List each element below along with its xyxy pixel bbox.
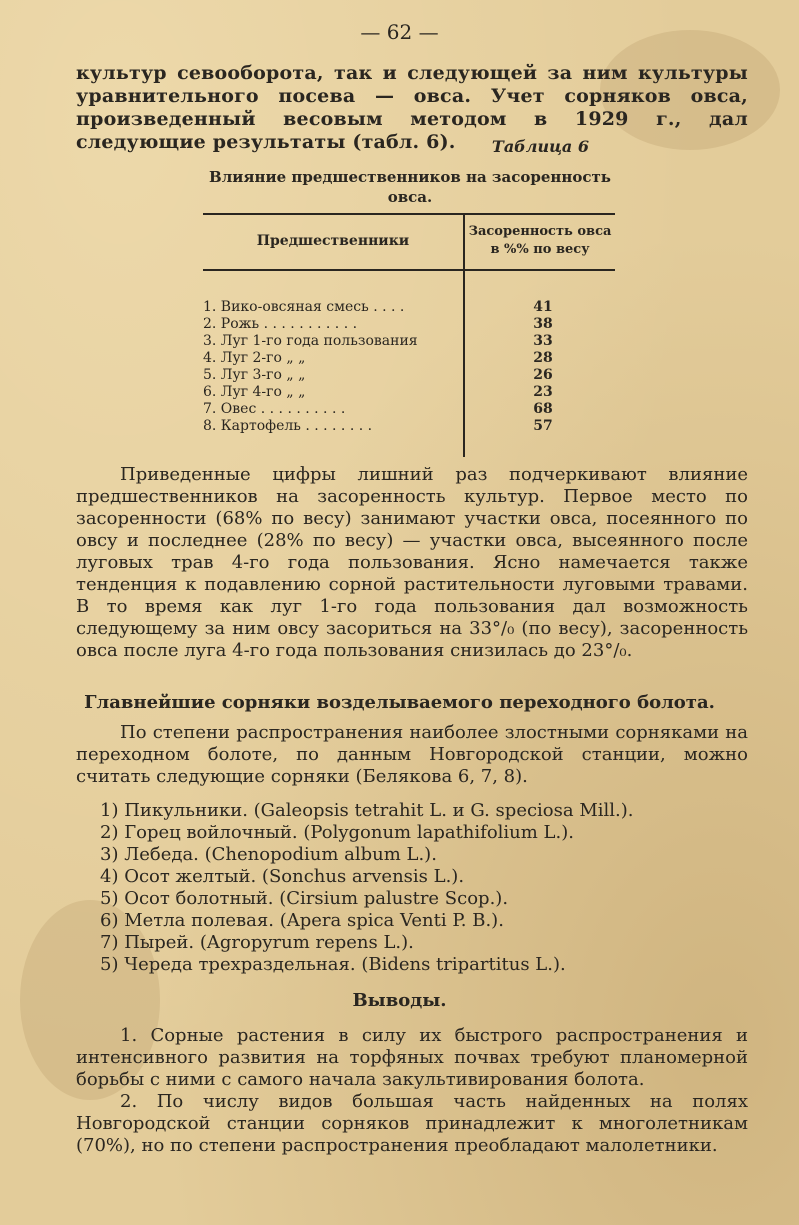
table-title: Влияние предшественников на засоренность овса. [209,168,611,206]
row-value: 28 [533,350,553,366]
table-header-rule [203,269,615,271]
row-value: 41 [533,299,553,315]
list-item: 1) Пикульники. (Galeopsis tetrahit L. и G. speciosa Mill.). [100,800,634,821]
row-value: 68 [533,401,553,417]
row-name: 2. Рожь . . . . . . . . . . . [203,316,358,332]
row-name: 7. Овес . . . . . . . . . . [203,401,346,417]
col-header-weediness: Засоренность овса в %% по весу [468,224,612,257]
list-item: 6) Метла полевая. (Apera spica Venti P. B.). [100,910,504,931]
table-row [203,384,615,401]
table-row [203,333,615,350]
table-row [203,299,615,316]
row-name: 8. Картофель . . . . . . . . [203,418,373,434]
table-body [203,299,615,435]
table-row [203,418,615,435]
conclusion-2: 2. По числу видов большая часть найденных на полях Новгородской станции сорняков принадлежит к многолетникам (70%), но по степени распространения преобладают малолетники. [76,1091,748,1156]
section-paragraph: По степени распространения наиболее злостными сорняками на переходном болоте, по данным Новгородской станции, можно считать следующие сорняки (Белякова 6, 7, 8). [76,722,748,787]
row-value: 26 [533,367,553,383]
row-name: 4. Луг 2-го „ „ [203,350,306,366]
list-item: 5) Череда трехраздельная. (Bidens tripartitus L.). [100,954,566,975]
list-item: 4) Осот желтый. (Sonchus arvensis L.). [100,866,465,887]
row-name: 6. Луг 4-го „ „ [203,384,306,400]
table-row [203,350,615,367]
data-table [203,213,615,458]
table-row [203,367,615,384]
intro-paragraph: культур севооборота, так и следующей за ним культуры уравнительного посева — овса. Учет сорняков овса, произведенный весовым методом в 1929 г., дал следующие результаты (табл. 6). [76,62,748,153]
list-item: 2) Горец войлочный. (Polygonum lapathifolium L.). [100,822,574,843]
table-top-rule [203,213,615,215]
row-value: 33 [533,333,553,349]
row-name: 1. Вико-овсяная смесь . . . . [203,299,405,315]
table-row [203,316,615,333]
col-header-predecessors: Предшественники [256,233,410,249]
list-item: 5) Осот болотный. (Cirsium palustre Scop.). [100,888,509,909]
row-name: 5. Луг 3-го „ „ [203,367,306,383]
conclusions-heading: Выводы. [352,990,447,1011]
list-item: 7) Пырей. (Agropyrum repens L.). [100,932,414,953]
table-row [203,401,615,418]
row-value: 57 [533,418,553,434]
list-item: 3) Лебеда. (Chenopodium album L.). [100,844,437,865]
row-value: 23 [533,384,553,400]
weed-list [100,800,740,976]
row-value: 38 [533,316,553,332]
row-name: 3. Луг 1-го года пользования [203,333,418,349]
page-number: — 62 — [360,20,439,44]
table-caption: Таблица 6 [491,137,589,156]
paragraph-after-table: Приведенные цифры лишний раз подчеркивают влияние предшественников на засоренность культур. Первое место по засоренности (68% по весу) занимают участки овса, посеянного по овсу и последнее (28% по весу) — участки овса, высеянного после луговых трав 4-го года пользования. Ясно намечается также тенденция к подавлению сорной растительности луговыми травами. В то время как луг 1-го года пользования дал возможность следующему за ним овсу засориться на 33°/₀ (по весу), засоренность овса после луга 4-го года пользования снизилась до 23°/₀. [76,464,748,661]
conclusion-1: 1. Сорные растения в силу их быстрого распространения и интенсивного развития на торфяных почвах требуют планомерной борьбы с ними с самого начала закультивирования болота. [76,1025,748,1090]
section-heading: Главнейшие сорняки возделываемого переходного болота. [84,692,715,713]
